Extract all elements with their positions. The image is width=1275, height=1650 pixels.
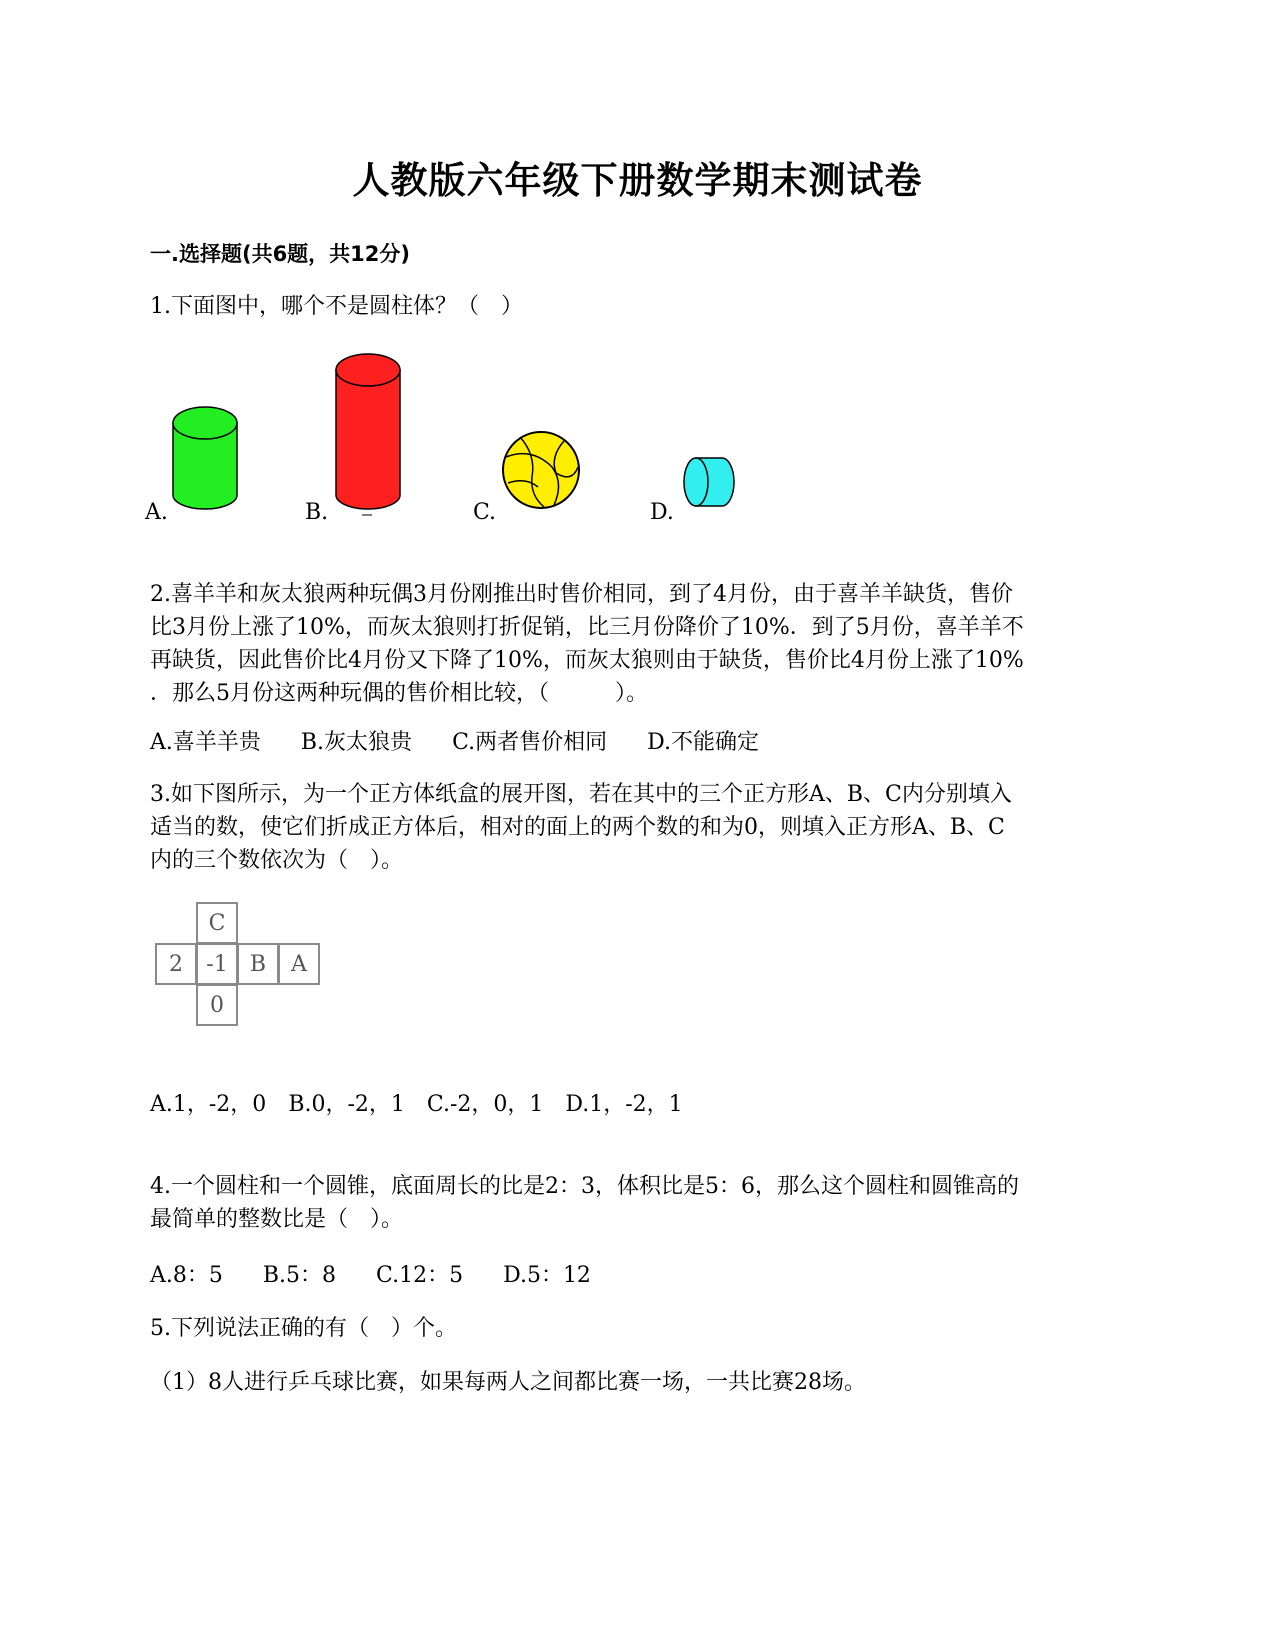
cyan-cylinder-figure: [684, 458, 734, 506]
option-a-label: A.: [145, 500, 168, 525]
net-cell-left: 2: [155, 943, 197, 985]
question-5-stem: 5.下列说法正确的有（ ）个。: [150, 1316, 457, 1341]
page-title: 人教版六年级下册数学期末测试卷: [352, 159, 923, 202]
green-cylinder-figure: [173, 407, 237, 509]
net-cell-b: B: [237, 943, 279, 985]
section-heading: 一.选择题(共6题，共12分): [150, 242, 411, 266]
red-cylinder-figure: [336, 354, 400, 515]
option-c: C.12：5: [376, 1263, 464, 1288]
question-2-line: 再缺货，因此售价比4月份又下降了10%，而灰太狼则由于缺货，售价比4月份上涨了10%: [150, 648, 1024, 673]
question-4-line: 最简单的整数比是（ ）。: [150, 1207, 404, 1232]
option-d: D.1，-2，1: [565, 1092, 683, 1117]
option-d: D.5：12: [503, 1263, 591, 1288]
option-c: C.-2，0，1: [426, 1092, 544, 1117]
net-cell-a: A: [278, 943, 320, 985]
question-4-line: 4.一个圆柱和一个圆锥，底面周长的比是2：3，体积比是5：6，那么这个圆柱和圆锥高的: [150, 1174, 1019, 1199]
question-2-line: 2.喜羊羊和灰太狼两种玩偶3月份刚推出时售价相同，到了4月份，由于喜羊羊缺货，售价: [150, 582, 1013, 607]
option-b: B.5：8: [262, 1263, 337, 1288]
volleyball-figure: [503, 432, 579, 508]
question-2-line: 比3月份上涨了10%，而灰太狼则打折促销，比三月份降价了10%．到了5月份，喜羊羊不: [150, 615, 1024, 640]
question-3-stem: [150, 778, 1125, 877]
option-a: A.喜羊羊贵: [150, 730, 261, 755]
option-a: A.1，-2，0: [150, 1092, 267, 1117]
question-2-line: ．那么5月份这两种玩偶的售价相比较，（ ）。: [150, 681, 648, 706]
option-c-label: C.: [473, 500, 497, 525]
question-4-options: [150, 1258, 631, 1289]
question-3-line: 内的三个数依次为（ ）。: [150, 848, 404, 873]
option-c: C.两者售价相同: [452, 730, 608, 755]
option-d-label: D.: [650, 500, 674, 525]
question-1-stem: 1.下面图中，哪个不是圆柱体？（ ）: [150, 294, 523, 319]
net-cell-center: -1: [196, 943, 238, 985]
question-5-item-1: （1）8人进行乒乓球比赛，如果每两人之间都比赛一场，一共比赛28场。: [150, 1370, 866, 1395]
net-cell-bottom: 0: [196, 984, 238, 1026]
question-4-stem: [150, 1170, 1125, 1236]
option-b: B.0，-2，1: [288, 1092, 405, 1117]
question-2-options: [150, 725, 799, 756]
question-3-options: [150, 1087, 705, 1118]
option-a: A.8：5: [150, 1263, 223, 1288]
option-d: D.不能确定: [647, 730, 759, 755]
option-b: B.灰太狼贵: [300, 730, 413, 755]
question-3-line: 适当的数，使它们折成正方体后，相对的面上的两个数的和为0，则填入正方形A、B、C: [150, 815, 1005, 840]
question-3-line: 3.如下图所示，为一个正方体纸盒的展开图，若在其中的三个正方形A、B、C内分别填入: [150, 782, 1012, 807]
net-cell-top: C: [196, 902, 238, 944]
cube-net-diagram: [155, 902, 325, 1028]
question-2-stem: [150, 578, 1125, 710]
option-b-label: B.: [305, 500, 329, 525]
